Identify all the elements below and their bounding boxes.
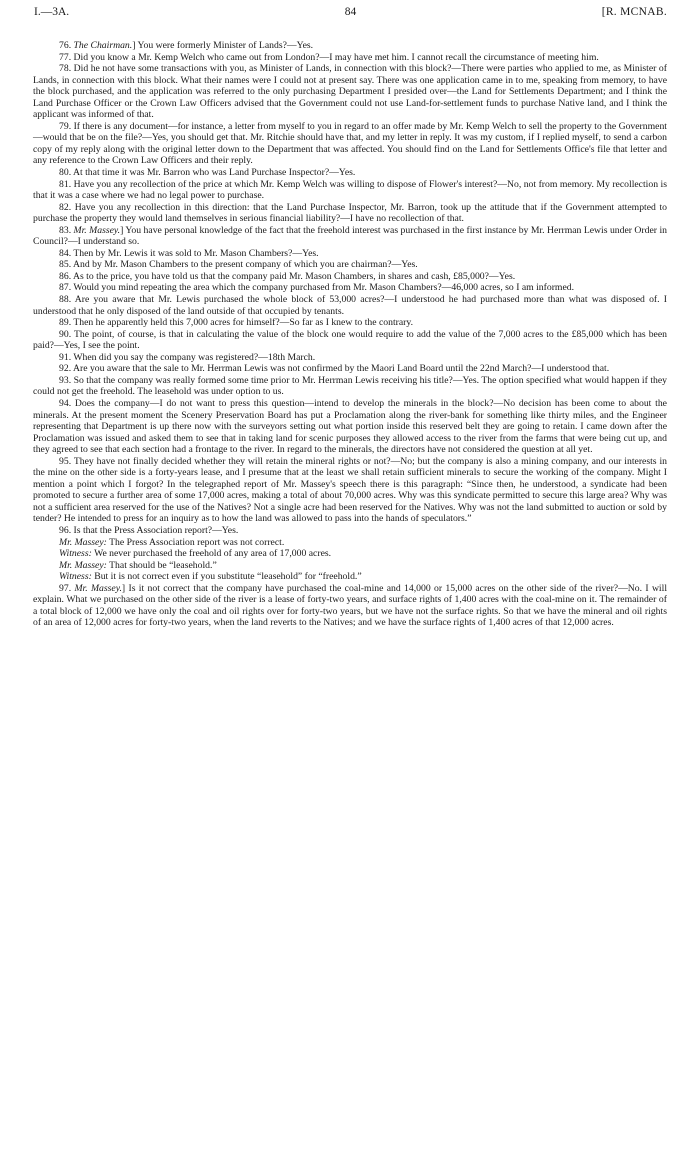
speaker-label: Mr. Massey. [73,224,121,236]
question-86: 86. As to the price, you have told us that the company paid Mr. Mason Chambers, in shares and cash, £85,000?—Yes. [59,270,516,282]
dialogue-line: Witness: But it is not correct even if you substitute “leasehold” for “freehold.” [59,571,362,583]
speaker-label: Mr. Massey. [74,582,122,594]
question-83: 83. Mr. Massey.] You have personal knowledge of the fact that the freehold interest was purchased in the first instance by Mr. Herrman Lewis under Order in Council?—I understand so. [33,224,667,248]
question-76: 76. The Chairman.] You were formerly Minister of Lands?—Yes. [59,40,314,51]
speaker-label: Mr. Massey: [59,536,107,548]
question-82: 82. Have you any recollection in this direction: that the Land Purchase Inspector, Mr. Barron, took up the attitude that if the Government attempted to purchase the property they would land themselves in serious financial liability?—I have no recollection of that. [33,201,667,225]
question-80: 80. At that time it was Mr. Barron who was Land Purchase Inspector?—Yes. [59,167,356,179]
question-92: 92. Are you aware that the sale to Mr. Herrman Lewis was not confirmed by the Maori Land Board until the 22nd March?—I understood that. [59,363,610,375]
question-90: 90. The point, of course, is that in calculating the value of the block one would require to add the value of the 7,000 acres to the £85,000 which has been paid?—Yes, I see the point. [33,328,667,352]
page-header [34,6,667,28]
evidence-body [33,40,667,629]
question-91: 91. When did you say the company was registered?—18th March. [59,351,316,363]
question-77: 77. Did you know a Mr. Kemp Welch who came out from London?—I may have met him. I cannot recall the circumstance of meeting him. [59,51,599,63]
question-79: 79. If there is any document—for instance, a letter from myself to you in regard to an offer made by Mr. Kemp Welch to sell the property to the Government—would that be on the file?—Yes, you should get that. Mr. Ritchie should have that, and my letter in reply. It was my custom, if I replied myself, to send a carbon copy of my reply along with the original letter down to the Department that was affected. You should find on the Land for Settlements Office's file that letter and any reference to the Crown Law Officers and their reply. [33,120,667,167]
question-85: 85. And by Mr. Mason Chambers to the present company of which you are chairman?—Yes. [59,259,418,271]
question-88: 88. Are you aware that Mr. Lewis purchased the whole block of 53,000 acres?—I understood he had purchased more than what was disposed of. I understood that he only disposed of the land outside of that occupied by tenants. [33,294,667,317]
question-78: 78. Did he not have some transactions with you, as Minister of Lands, in connection with this block?—There were parties who applied to me, as Minister of Lands, in connection with this block. What their names were I could not at present say. There was one application came in to me, speaking from memory, to have the block purchased, and the application was referred to the only purchasing Department I presided over—the Land for Settlements Department; and I think the Land Purchase Officer or the Crown Law Officers advised that the Government could not use Land-for-settlement funds to purchase Native land, and I think the applicant was informed of that. [33,63,667,121]
question-93: 93. So that the company was really formed some time prior to Mr. Herrman Lewis receiving his title?—Yes. The option specified what would happen if they could not get the freehold. The leasehold was under option to us. [33,374,667,398]
dialogue-line: Witness: We never purchased the freehold of any area of 17,000 acres. [59,548,332,560]
question-87: 87. Would you mind repeating the area which the company purchased from Mr. Mason Chambers?—46,000 acres, so I am informed. [59,282,575,294]
speaker-label: The Chairman. [73,40,133,51]
dialogue-line: Mr. Massey: That should be “leasehold.” [59,559,217,571]
header-page-number: 84 [344,6,357,18]
speaker-label: Mr. Massey: [59,559,107,571]
question-84: 84. Then by Mr. Lewis it was sold to Mr. Mason Chambers?—Yes. [59,247,319,259]
question-81: 81. Have you any recollection of the price at which Mr. Kemp Welch was willing to dispose of Flower's interest?—No, not from memory. My recollection is that it was a case where we had no legal power to purchase. [33,178,667,202]
question-97: 97. Mr. Massey.] Is it not correct that the company have purchased the coal-mine and 14,000 or 15,000 acres on the other side of the river?—No. I will explain. What we purchased on the other side of the river is a lease of forty-two years, and surface rights of 1,400 acres with the coal-mine on it. The remainder of a total block of 12,000 we have only the coal and oil rights over for forty-two years, but we have not the surface rights. So that we have the mineral and oil rights of an area of 12,000 acres for forty-two years, when the land reverts to the Natives; and we have the surface rights of 1,400 acres of that 12,000 acres. [33,582,668,629]
speaker-label: Witness: [59,548,92,560]
question-95: 95. They have not finally decided whether they will retain the mineral rights or not?—No; but the company is also a mining company, and our interests in the mine on the other side is a forty-years lease, and I presume that at the least we shall retain sufficient minerals to secure the working of the company. Might I mention a point which I forgot? In the telegraphed report of Mr. Massey's speech there is this paragraph: “Since then, he understood, a syndicate had been promoted to secure a further area of some 17,000 acres, making a total of about 70,000 acres. Why was this syndicate permitted to secure this large area? Why was not a sufficient area reserved for the use of the Natives? Not a single acre had been reserved for the Natives. Why was not the land submitted to auction or sold by tender? He intended to press for an inquiry as to how the land was allowed to pass into the hands of speculators.” [33,455,667,525]
header-witness-name: [R. MCNAB. [601,6,667,18]
dialogue-line: Mr. Massey: The Press Association report was not correct. [59,536,285,548]
header-paper-code: I.—3A. [34,6,70,18]
speaker-label: Witness: [59,571,92,583]
question-89: 89. Then he apparently held this 7,000 acres for himself?—So far as I knew to the contrary. [59,317,414,329]
question-94: 94. Does the company—I do not want to press this question—intend to develop the minerals in the block?—No decision has been come to about the minerals. At the present moment the Scenery Preservation Board has put a Proclamation along the river-bank for something like thirty miles, and the Engineer representing that Department is up there now with the surveyors setting out what portion inside this reserved belt they are going to retain. I came down after the Proclamation was issued and asked them to see that in taking land for scenic purposes they allowed access to the river from the farms that were being cut up, and they agreed to see that each section had a frontage to the river. In regard to the minerals, the directors have not considered the question at all yet. [33,397,667,456]
question-96: 96. Is that the Press Association report?—Yes. [59,524,239,536]
